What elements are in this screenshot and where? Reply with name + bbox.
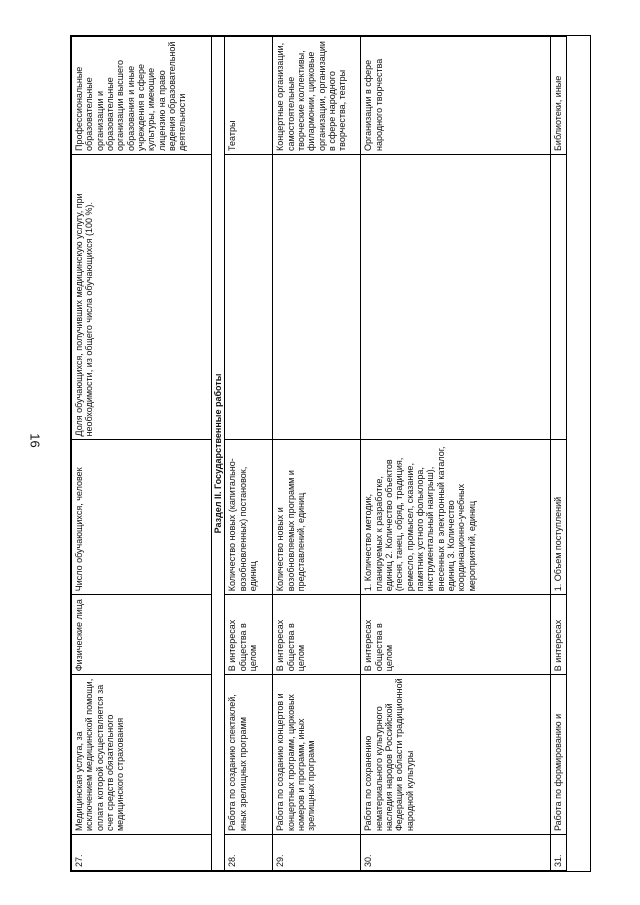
- table-row: [361, 37, 551, 871]
- volume-indicator: Количество новых (капитально-возобновленных) постановок, единиц: [225, 440, 273, 595]
- service-name: Работа по формированию и: [551, 675, 566, 835]
- table-row: [273, 37, 361, 871]
- services-table: [71, 36, 567, 871]
- service-name: Работа по созданию концертов и концертных программ, цирковых номеров и программ, иных зрелищных программ: [273, 675, 361, 835]
- row-number: 27.: [72, 835, 212, 871]
- page-number: 16: [27, 433, 43, 448]
- organization-type: Организации в сфере народного творчества: [361, 37, 551, 155]
- consumer-category: Физические лица: [72, 595, 212, 675]
- volume-indicator: 1. Количество методик, планируемых к разработке, единиц 2. Количество объектов (песня, танец, обряд, традиция, ремесло, промысел, сказание, памятник устного фольклора, инструментальный наигрыш), внесенных в электронный каталог, единиц 3. Количество координационно-учебных мероприятий, единиц: [361, 440, 551, 595]
- rotated-table-area: [71, 36, 590, 871]
- quality-indicator: Доля обучающихся, получивших медицинскую услугу, при необходимости, из общего числа обучающихся (100 %).: [72, 154, 212, 440]
- consumer-category: В интересах общества в целом: [273, 595, 361, 675]
- quality-indicator: [551, 154, 566, 440]
- organization-type: Профессиональные образовательные организации и образовательные организации высшего образования и иные учреждения в сфере культуры, имеющие лицензию на право ведения образовательной деятельности: [72, 37, 212, 155]
- service-name: Работа по сохранению нематериального культурного наследия народов Российской Федерации в области традиционной народной культуры: [361, 675, 551, 835]
- consumer-category: В интересах общества в целом: [361, 595, 551, 675]
- organization-type: Театры: [225, 37, 273, 155]
- row-number: 31.: [551, 835, 566, 871]
- row-number: 28.: [225, 835, 273, 871]
- volume-indicator: Количество новых и возобновляемых программ и представлений, единиц: [273, 440, 361, 595]
- table-row: [72, 37, 212, 871]
- section-title: Раздел II. Государственные работы: [212, 37, 225, 871]
- organization-type: Библиотеки, иные: [551, 37, 566, 155]
- quality-indicator: [361, 154, 551, 440]
- section-row: [212, 37, 225, 871]
- quality-indicator: [225, 154, 273, 440]
- row-number: 30.: [361, 835, 551, 871]
- consumer-category: В интересах: [551, 595, 566, 675]
- organization-type: Концертные организации, самостоятельные творческие коллективы, филармонии, цирковые организации, организации в сфере народного творчества, театры: [273, 37, 361, 155]
- consumer-category: В интересах общества в целом: [225, 595, 273, 675]
- service-name: Медицинская услуга, за исключением медицинской помощи, оплата которой осуществляется за счет средств обязательного медицинского страхования: [72, 675, 212, 835]
- quality-indicator: [273, 154, 361, 440]
- table-row: [551, 37, 566, 871]
- volume-indicator: 1. Объем поступлений: [551, 440, 566, 595]
- table-row: [225, 37, 273, 871]
- document-page: [70, 35, 591, 872]
- volume-indicator: Число обучающихся, человек: [72, 440, 212, 595]
- service-name: Работа по созданию спектаклей, иных зрелищных программ: [225, 675, 273, 835]
- row-number: 29.: [273, 835, 361, 871]
